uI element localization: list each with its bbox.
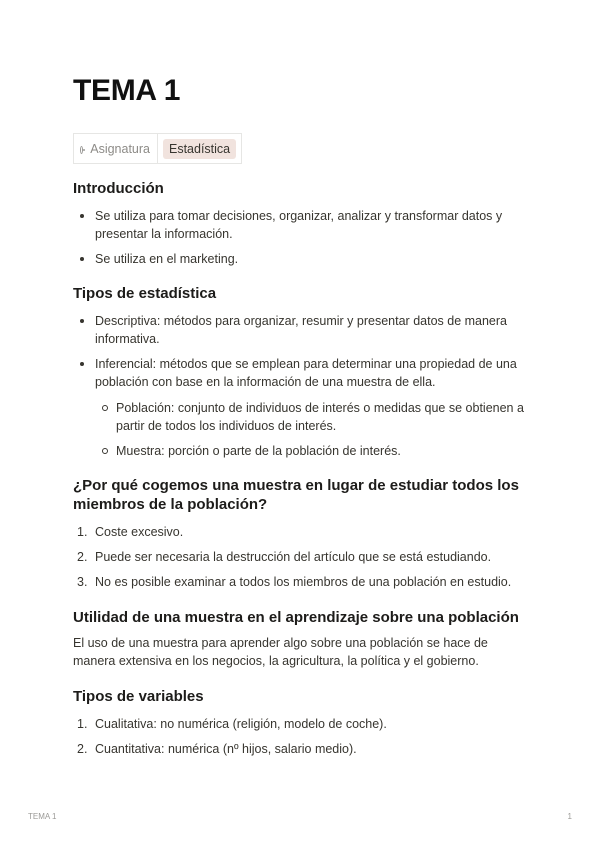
list-item-text: Cualitativa: no numérica (religión, modelo de coche). [95,717,387,731]
heading-tipos-variables: Tipos de variables [73,688,204,705]
list-item-text: No es posible examinar a todos los miembros de una población en estudio. [95,575,512,589]
list-tipos-variables [73,715,533,758]
paragraph-utilidad: El uso de una muestra para aprender algo sobre una población se hace de manera extensiva en los negocios, la agricultura, la política y el gobierno. [73,636,488,668]
list-item-text: Inferencial: métodos que se emplean para determinar una propiedad de una población con base en la información de una muestra de ella. [95,357,517,389]
list-por-que-muestra [73,523,533,591]
property-tag[interactable]: Estadística [163,139,236,159]
sublist-item: Muestra: porción o parte de la población de interés. [95,442,533,460]
page-content [73,70,533,758]
sublist-item: Población: conjunto de individuos de interés o medidas que se obtienen a partir de todos los individuos de interés. [95,399,533,435]
list-item: Descriptiva: métodos para organizar, resumir y presentar datos de manera informativa. [73,312,533,348]
list-item: 3. No es posible examinar a todos los miembros de una población en estudio. [77,575,512,589]
property-key [74,134,158,163]
heading-por-que-muestra: ¿Por qué cogemos una muestra en lugar de estudiar todos los miembros de la población? [73,477,519,513]
heading-utilidad-muestra: Utilidad de una muestra en el aprendizaje sobre una población [73,609,519,626]
heading-tipos-estadistica: Tipos de estadística [73,285,217,302]
select-circle-icon [80,146,83,154]
list-introduccion [73,207,533,268]
list-item-text: Puede ser necesaria la destrucción del artículo que se está estudiando. [95,550,492,564]
list-item: 1. Coste excesivo. [77,525,184,539]
list-tipos-estadistica [73,312,533,460]
property-value[interactable] [158,134,241,163]
list-item: 1. Cualitativa: no numérica (religión, modelo de coche). [77,717,387,731]
list-item-text: Coste excesivo. [95,525,184,539]
list-item: Se utiliza para tomar decisiones, organizar, analizar y transformar datos y presentar la información. [73,207,533,243]
list-item [73,355,533,460]
property-row [73,133,242,164]
list-item-text: Cuantitativa: numérica (nº hijos, salario medio). [95,742,357,756]
list-item: 2. Cuantitativa: numérica (nº hijos, salario medio). [77,742,357,756]
sublist-inferencial [95,399,533,460]
footer-title: TEMA 1 [28,812,57,821]
footer-page-number: 1 [567,812,572,821]
list-item: 2. Puede ser necesaria la destrucción del artículo que se está estudiando. [77,550,492,564]
list-item: Se utiliza en el marketing. [73,250,533,268]
heading-introduccion: Introducción [73,180,164,197]
page-title: TEMA 1 [73,74,181,107]
property-key-label: Asignatura [90,141,150,156]
